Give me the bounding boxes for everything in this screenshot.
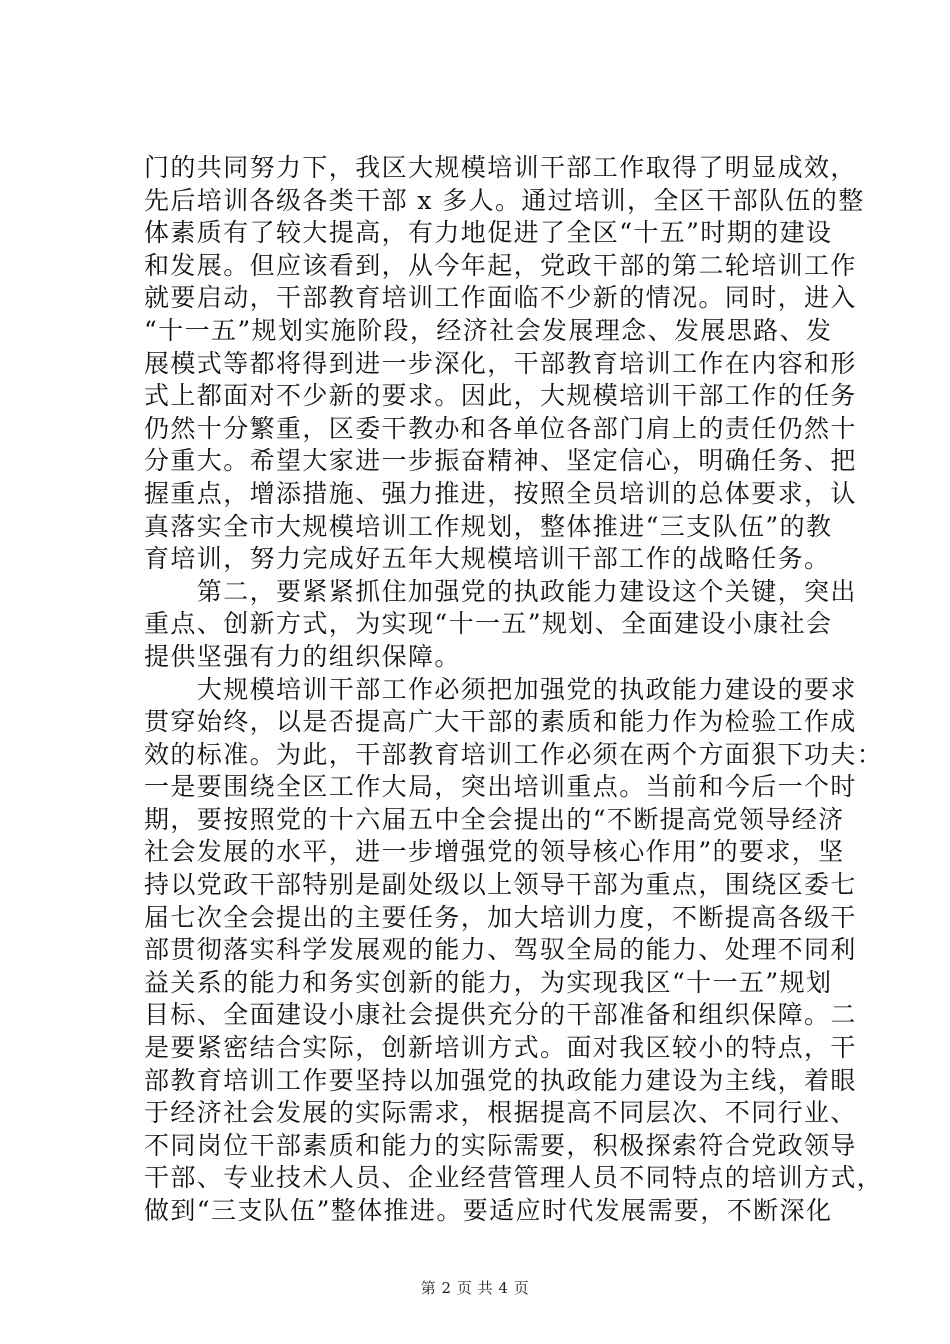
- text-line: 展模式等都将得到进一步深化，干部教育培训工作在内容和形: [144, 348, 857, 378]
- text-line: 仍然十分繁重，区委干教办和各单位各部门肩上的责任仍然十: [144, 413, 857, 443]
- text-line: 是要紧密结合实际，创新培训方式。面对我区较小的特点，干: [144, 1033, 857, 1063]
- text-line: 贯穿始终，以是否提高广大干部的素质和能力作为检验工作成: [144, 707, 857, 737]
- text-line: 一是要围绕全区工作大局，突出培训重点。当前和今后一个时: [144, 772, 857, 802]
- text-line: 就要启动，干部教育培训工作面临不少新的情况。同时，进入: [144, 283, 857, 313]
- text-line: 育培训，努力完成好五年大规模培训干部工作的战略任务。: [144, 544, 831, 574]
- text-line: “十一五”规划实施阶段，经济社会发展理念、发展思路、发: [144, 315, 833, 345]
- text-line: 做到“三支队伍”整体推进。要适应时代发展需要，不断深化: [144, 1196, 833, 1225]
- text-line: 提供坚强有力的组织保障。: [144, 641, 461, 671]
- text-line: 第二，要紧紧抓住加强党的执政能力建设这个关键，突出: [144, 576, 857, 606]
- body-text: [144, 152, 884, 1228]
- page-footer: [0, 1278, 950, 1298]
- text-line: 效的标准。为此，干部教育培训工作必须在两个方面狠下功夫：: [144, 739, 884, 769]
- text-line: 不同岗位干部素质和能力的实际需要，积极探索符合党政领导: [144, 1130, 857, 1160]
- text-line: 门的共同努力下，我区大规模培训干部工作取得了明显成效，: [144, 153, 857, 182]
- text-line: 式上都面对不少新的要求。因此，大规模培训干部工作的任务: [144, 381, 857, 411]
- text-line: 目标、全面建设小康社会提供充分的干部准备和组织保障。二: [144, 1000, 857, 1030]
- text-line: 届七次全会提出的主要任务，加大培训力度，不断提高各级干: [144, 902, 857, 932]
- text-line: 握重点，增添措施、强力推进，按照全员培训的总体要求，认: [144, 478, 857, 508]
- text-line: 期，要按照党的十六届五中全会提出的“不断提高党领导经济: [144, 804, 845, 834]
- text-line: 干部、专业技术人员、企业经营管理人员不同特点的培训方式，: [144, 1163, 884, 1193]
- text-line: 重点、创新方式，为实现“十一五”规划、全面建设小康社会: [144, 609, 833, 639]
- text-line: 先后培训各级各类干部 x 多人。通过培训，全区干部队伍的整: [144, 185, 865, 215]
- text-line: 和发展。但应该看到，从今年起，党政干部的第二轮培训工作: [144, 250, 857, 280]
- text-line: 部贯彻落实科学发展观的能力、驾驭全局的能力、处理不同利: [144, 935, 857, 965]
- text-line: 体素质有了较大提高，有力地促进了全区“十五”时期的建设: [144, 218, 833, 248]
- page-number: 第 2 页 共 4 页: [420, 1279, 530, 1297]
- text-line: 持以党政干部特别是副处级以上领导干部为重点，围绕区委七: [144, 870, 857, 900]
- text-line: 真落实全市大规模培训工作规划，整体推进“三支队伍”的教: [144, 511, 833, 541]
- text-line: 分重大。希望大家进一步振奋精神、坚定信心，明确任务、把: [144, 446, 857, 476]
- text-line: 于经济社会发展的实际需求，根据提高不同层次、不同行业、: [144, 1098, 857, 1128]
- text-line: 部教育培训工作要坚持以加强党的执政能力建设为主线，着眼: [144, 1065, 857, 1095]
- text-line: 大规模培训干部工作必须把加强党的执政能力建设的要求: [144, 674, 857, 704]
- text-line: 益关系的能力和务实创新的能力，为实现我区“十一五”规划: [144, 967, 833, 997]
- text-line: 社会发展的水平，进一步增强党的领导核心作用”的要求，坚: [144, 837, 845, 867]
